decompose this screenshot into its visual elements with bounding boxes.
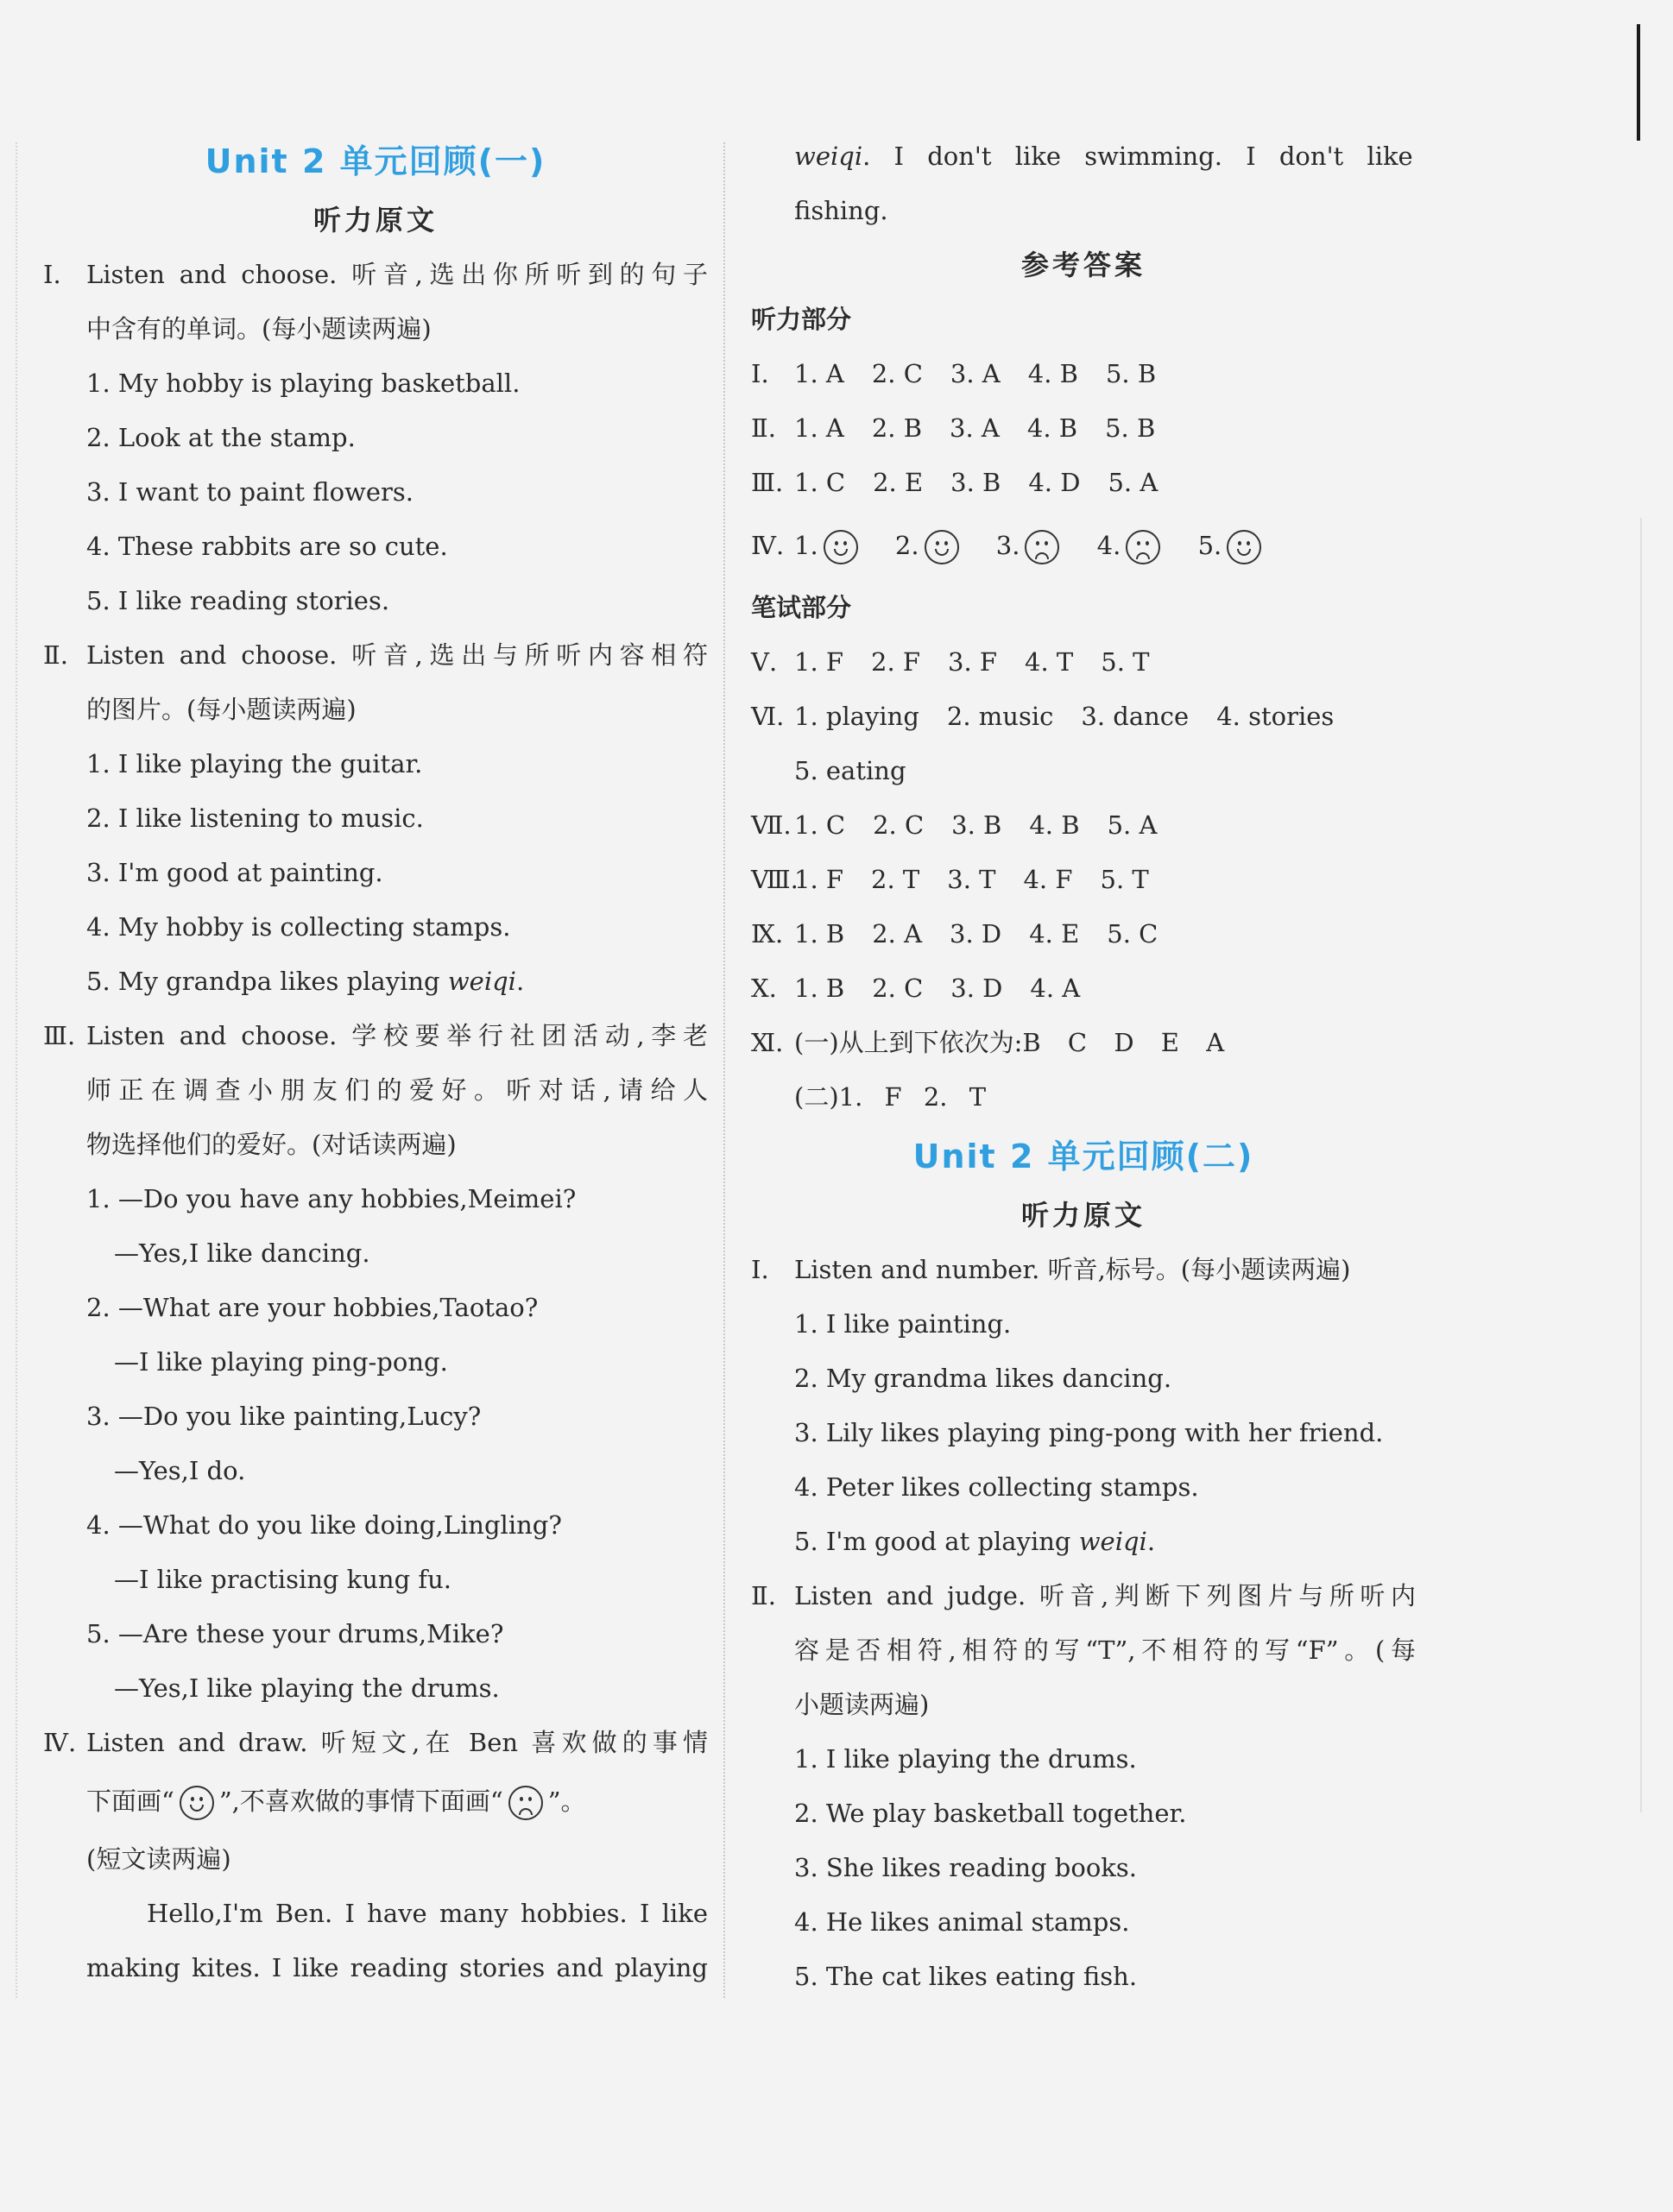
answer-item: 5. B (1105, 413, 1156, 443)
roman-numeral: Ⅰ. (43, 260, 61, 289)
answer-item: 3. A (950, 413, 1000, 443)
roman-numeral: Ⅱ. (751, 413, 776, 443)
roman-numeral: Ⅵ. (751, 702, 785, 731)
dialog-answer: —I like practising kung fu. (114, 1565, 452, 1594)
dialog-answer: —Yes,I like dancing. (114, 1238, 370, 1268)
answer-item: 4. B (1027, 359, 1078, 388)
roman-numeral: Ⅳ. (751, 531, 785, 560)
heading-text: ”,不喜欢做的事情下面画“ (218, 1787, 503, 1816)
dialog-question: 3. —Do you like painting,Lucy? (86, 1402, 482, 1431)
answer-item: 4. D (1028, 468, 1081, 497)
answer-item: 2. C (872, 974, 924, 1003)
answer-item: 1. C (794, 468, 846, 497)
answer-item: 1. B (794, 974, 845, 1003)
list-item: 3. I want to paint flowers. (86, 477, 414, 507)
answer-item: 5. A (1107, 810, 1158, 840)
section-1-heading (43, 248, 708, 302)
section-2-heading-cont: 小题读两遍) (794, 1690, 930, 1719)
section-1-heading-cont: 中含有的单词。(每小题读两遍) (86, 314, 432, 343)
section-3-heading-text: Listen and choose. 学校要举行社团活动,李老 (86, 1021, 708, 1050)
section-2-heading-text: Listen and choose. 听音,选出与所听内容相符 (86, 640, 708, 670)
answer-item: 1. B (794, 919, 845, 948)
answer-item: 2. music (946, 702, 1054, 731)
sad-face-icon (1025, 530, 1059, 564)
answer-items (794, 798, 1184, 853)
section-3-heading (43, 1009, 708, 1063)
section-2-heading-text: 容是否相符,相符的写“T”,不相符的写“F”。(每 (794, 1635, 1416, 1665)
answer-item: 1. playing (794, 702, 919, 731)
list-item: 2. Look at the stamp. (86, 423, 356, 452)
answer-item: 3. T (947, 865, 996, 894)
page-edge-shadow (1640, 518, 1642, 1812)
answer-item: 3. A (950, 359, 1001, 388)
answer-row (751, 635, 1416, 690)
answer-item: 3. dance (1081, 702, 1190, 731)
answer-item: 1. A (794, 413, 844, 443)
answer-items (794, 635, 1177, 690)
list-item (751, 1515, 1416, 1569)
answer-item: 2. A (872, 919, 923, 948)
italic-word: weiqi (1078, 1527, 1147, 1556)
list-item: 1. My hobby is playing basketball. (86, 369, 521, 398)
passage-line (43, 1941, 708, 1995)
answer-row (751, 690, 1416, 744)
answer-item: 1. F (794, 865, 844, 894)
section-2-heading-text: Listen and judge. 听音,判断下列图片与所听内 (794, 1581, 1416, 1610)
answer-item: 1. C (794, 810, 846, 840)
punctuation: . (1146, 1527, 1156, 1556)
section-3-heading-text: 师正在调查小朋友们的爱好。听对话,请给人 (86, 1075, 708, 1105)
answer-item: 3. D (950, 919, 1002, 948)
list-item: 4. Peter likes collecting stamps. (794, 1472, 1199, 1502)
face-answer (794, 510, 863, 581)
answer-item: 4. B (1026, 413, 1078, 443)
passage-text: . I don't like swimming. I don't like (862, 142, 1413, 171)
answer-label: 1. (794, 531, 818, 560)
sad-face-icon (1126, 530, 1160, 564)
answer-row (751, 1016, 1416, 1070)
section-4-heading (43, 1716, 708, 1770)
list-item-text: 5. My grandpa likes playing (86, 967, 448, 996)
left-column (43, 129, 708, 1995)
answer-item: 2. C (871, 359, 923, 388)
italic-word: weiqi (447, 967, 516, 996)
answer-item: 5. C (1107, 919, 1158, 948)
answer-items (794, 961, 1108, 1016)
answer-item: 5. eating (794, 756, 906, 785)
roman-numeral: Ⅱ. (43, 640, 68, 670)
face-answer (1198, 510, 1267, 581)
answer-items (794, 456, 1185, 510)
section-subtitle: 听力原文 (1020, 1199, 1146, 1232)
answer-row (751, 853, 1416, 907)
list-item: 5. The cat likes eating fish. (794, 1962, 1138, 1991)
section-4-heading-text: Listen and draw. 听短文,在 Ben 喜欢做的事情 (86, 1728, 708, 1757)
answer-item: 4. E (1029, 919, 1080, 948)
answer-item: 3. B (951, 810, 1002, 840)
passage-line (751, 129, 1416, 184)
smiley-face-icon (1227, 530, 1261, 564)
section-4-heading-cont: (短文读两遍) (86, 1844, 231, 1874)
smiley-face-icon (925, 530, 959, 564)
section-2-heading (751, 1569, 1416, 1623)
section-4-heading-cont (43, 1770, 708, 1832)
answer-row (751, 798, 1416, 853)
list-item (43, 955, 708, 1009)
answers-title: 参考答案 (1020, 249, 1146, 281)
left-margin-divider (16, 142, 17, 1998)
answer-row-faces (751, 510, 1416, 581)
face-answer (895, 510, 964, 581)
dialog-question: 2. —What are your hobbies,Taotao? (86, 1293, 539, 1322)
answer-text: (一)从上到下依次为:B C D E A (794, 1028, 1225, 1057)
smiley-face-icon (824, 530, 858, 564)
roman-numeral: Ⅲ. (751, 468, 784, 497)
italic-word: weiqi (794, 142, 863, 171)
answer-row (751, 456, 1416, 510)
answer-items (794, 907, 1185, 961)
punctuation: . (515, 967, 525, 996)
dialog-answer: —I like playing ping-pong. (114, 1347, 448, 1377)
roman-numeral: Ⅰ. (751, 359, 769, 388)
answer-items (794, 853, 1177, 907)
list-item: 3. Lily likes playing ping-pong with her friend. (794, 1418, 1384, 1447)
heading-text: ”。 (547, 1787, 586, 1816)
dialog-answer: —Yes,I do. (114, 1456, 246, 1485)
writing-heading: 笔试部分 (751, 593, 852, 622)
passage-line: fishing. (794, 196, 888, 225)
answer-row (751, 961, 1416, 1016)
section-2-heading (43, 628, 708, 683)
answer-item: 2. T (871, 865, 920, 894)
page-edge-line (1637, 24, 1640, 141)
listening-heading: 听力部分 (751, 305, 852, 334)
dialog-question: 4. —What do you like doing,Lingling? (86, 1510, 562, 1540)
answer-items (794, 347, 1184, 401)
answer-row (751, 907, 1416, 961)
roman-numeral: Ⅸ. (751, 919, 784, 948)
face-answer (1097, 510, 1166, 581)
unit-title-2: Unit 2 单元回顾(二) (912, 1138, 1254, 1175)
passage-text: Hello,I'm Ben. I have many hobbies. I like (147, 1899, 708, 1928)
answer-item: 4. B (1029, 810, 1080, 840)
roman-numeral: Ⅶ. (751, 810, 792, 840)
passage-line (43, 1887, 708, 1941)
section-1-heading-text: Listen and choose. 听音,选出你所听到的句子 (86, 260, 708, 289)
roman-numeral: Ⅱ. (751, 1581, 776, 1610)
answer-item: 5. A (1108, 468, 1158, 497)
answer-item: 1. A (794, 359, 844, 388)
sad-face-icon (508, 1786, 543, 1820)
answer-row (751, 401, 1416, 456)
answer-label: 3. (995, 531, 1020, 560)
answer-item: 2. F (871, 647, 921, 677)
dialog-question: 1. —Do you have any hobbies,Meimei? (86, 1184, 577, 1213)
answer-item: 2. C (873, 810, 925, 840)
heading-text: 下面画“ (86, 1787, 174, 1816)
list-item: 5. I like reading stories. (86, 586, 390, 615)
roman-numeral: Ⅴ. (751, 647, 778, 677)
section-2-heading-cont: 的图片。(每小题读两遍) (86, 695, 357, 724)
answer-item: 3. D (950, 974, 1003, 1003)
list-item-text: 5. I'm good at playing (794, 1527, 1079, 1556)
answer-label: 4. (1096, 531, 1121, 560)
answer-row (751, 347, 1416, 401)
roman-numeral: Ⅷ. (751, 865, 799, 894)
face-answers (794, 510, 1291, 581)
answer-item: 1. F (794, 647, 844, 677)
section-2-heading-cont (751, 1623, 1416, 1678)
smiley-face-icon (180, 1786, 214, 1820)
answer-item: 2. E (873, 468, 924, 497)
roman-numeral: Ⅹ. (751, 974, 777, 1003)
answer-text: (二)1. F 2. T (794, 1082, 987, 1112)
list-item: 3. I'm good at painting. (86, 858, 383, 887)
section-1-heading-text: Listen and number. 听音,标号。(每小题读两遍) (794, 1255, 1351, 1284)
answer-item: 5. T (1101, 647, 1150, 677)
section-3-heading-cont (43, 1063, 708, 1118)
answer-item: 4. F (1023, 865, 1073, 894)
answer-label: 2. (894, 531, 919, 560)
list-item: 4. These rabbits are so cute. (86, 532, 448, 561)
dialog-question: 5. —Are these your drums,Mike? (86, 1619, 504, 1648)
answer-item: 4. T (1025, 647, 1074, 677)
roman-numeral: Ⅰ. (751, 1255, 769, 1284)
unit-title-1: Unit 2 单元回顾(一) (205, 142, 546, 180)
answer-item: 2. B (871, 413, 923, 443)
answer-item: 5. B (1105, 359, 1157, 388)
dialog-answer: —Yes,I like playing the drums. (114, 1673, 500, 1703)
column-divider (723, 142, 725, 1998)
list-item: 1. I like playing the guitar. (86, 749, 423, 778)
list-item: 1. I like playing the drums. (794, 1744, 1137, 1774)
answer-items (794, 401, 1183, 456)
roman-numeral: Ⅳ. (43, 1728, 77, 1757)
passage-text: making kites. I like reading stories and playing (86, 1953, 708, 1982)
list-item: 1. I like painting. (794, 1309, 1012, 1339)
face-answer (996, 510, 1065, 581)
answer-item: 4. A (1030, 974, 1081, 1003)
section-1-heading (751, 1243, 1416, 1297)
section-subtitle: 听力原文 (313, 204, 438, 236)
list-item: 3. She likes reading books. (794, 1853, 1137, 1882)
roman-numeral: Ⅺ. (751, 1028, 784, 1057)
answer-item: 5. T (1100, 865, 1149, 894)
list-item: 2. We play basketball together. (794, 1799, 1187, 1828)
answer-item: 3. B (950, 468, 1001, 497)
list-item: 2. I like listening to music. (86, 804, 424, 833)
list-item: 4. My hobby is collecting stamps. (86, 912, 511, 942)
list-item: 2. My grandma likes dancing. (794, 1364, 1172, 1393)
answer-item: 4. stories (1216, 702, 1335, 731)
roman-numeral: Ⅲ. (43, 1021, 76, 1050)
right-column (751, 129, 1416, 2004)
answer-label: 5. (1197, 531, 1222, 560)
list-item: 4. He likes animal stamps. (794, 1907, 1130, 1937)
section-3-heading-cont: 物选择他们的爱好。(对话读两遍) (86, 1130, 457, 1159)
answer-item: 3. F (948, 647, 998, 677)
answer-items (794, 690, 1361, 744)
